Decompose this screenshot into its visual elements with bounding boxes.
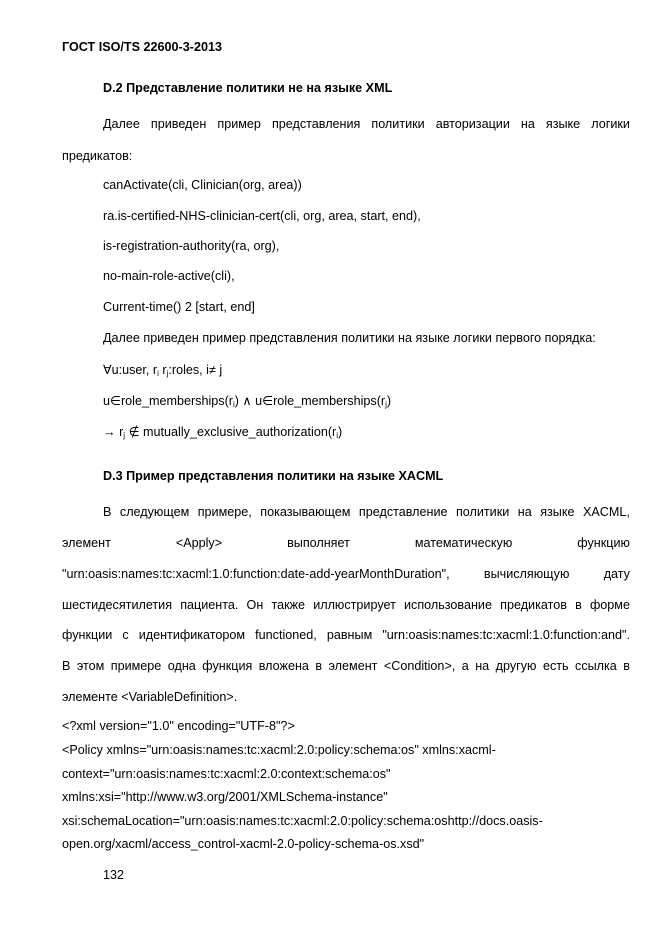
- word: представление: [358, 505, 448, 519]
- word: вложена: [258, 659, 309, 673]
- word: вычисляющую: [483, 567, 570, 581]
- fol-intro: Далее приведен пример представления политики на языке логики первого порядка:: [103, 331, 596, 345]
- paragraph-d3-line5: [62, 627, 630, 643]
- word: на: [520, 117, 535, 131]
- code-line: <Policy xmlns="urn:oasis:names:tc:xacml:2.0:policy:schema:os" xmlns:xacml-: [62, 743, 496, 757]
- paragraph-d3-line7: элементе <VariableDefinition>.: [62, 690, 238, 704]
- fol-formula-1: ∀u:user, $r_i$ $r_j:roles$, i≠ j: [103, 363, 223, 378]
- fol-formula-3: → $r_j$ ∉ $mutually\_exclusive\_authorization(r_i)$: [103, 425, 343, 440]
- word: языке: [545, 117, 581, 131]
- paragraph-d2-intro-line1: [103, 116, 630, 132]
- word: приведен: [150, 117, 207, 131]
- paragraph-d3-line4: [62, 597, 630, 613]
- word: "urn:oasis:names:tc:xacml:1.0:function:and".: [382, 628, 630, 642]
- word: Далее: [103, 117, 140, 131]
- code-line: context="urn:oasis:names:tc:xacml:2.0:context:schema:os": [62, 767, 391, 781]
- word: функцию: [577, 536, 630, 550]
- word: примере,: [197, 505, 252, 519]
- predicate-line: canActivate(cli, Clinician(org, area)): [103, 178, 302, 192]
- predicate-line: ra.is-certified-NHS-clinician-cert(cli, org, area, start, end),: [103, 209, 421, 223]
- predicate-line: no-main-role-active(cli),: [103, 269, 235, 283]
- page-number: 132: [103, 868, 125, 882]
- fol-formula-2: $u\in role\_memberships(r_i)$ ∧ $u\in role\_memberships(r_j)$: [103, 394, 392, 409]
- word: следующем: [119, 505, 190, 519]
- word: В: [103, 505, 112, 519]
- word: functioned,: [255, 628, 317, 642]
- code-line: <?xml version="1.0" encoding="UTF-8"?>: [62, 719, 295, 733]
- word: языке: [540, 505, 575, 519]
- word: также: [271, 598, 306, 612]
- word: математическую: [414, 536, 513, 550]
- word: в: [315, 659, 323, 673]
- word: форме: [589, 598, 630, 612]
- predicate-line: Current-time() 2 [start, end]: [103, 300, 255, 314]
- word: в: [575, 598, 582, 612]
- word: логики: [591, 117, 630, 131]
- paragraph-d3-line2: [62, 535, 630, 551]
- section-heading-d3: D.3 Пример представления политики на языке XACML: [103, 469, 444, 483]
- predicate-line: is-registration-authority(ra, org),: [103, 239, 280, 253]
- word: шестидесятилетия: [62, 598, 173, 612]
- word: другую: [495, 659, 537, 673]
- word: авторизации: [435, 117, 510, 131]
- word: выполняет: [287, 536, 350, 550]
- code-line: xsi:schemaLocation="urn:oasis:names:tc:xacml:2.0:policy:schema:oshttp://docs.oasis-: [62, 814, 543, 828]
- word: функция: [202, 659, 253, 673]
- word: политики: [371, 117, 425, 131]
- word: иллюстрирует: [313, 598, 396, 612]
- word: Он: [246, 598, 264, 612]
- paragraph-d2-intro-line2: предикатов:: [62, 149, 133, 163]
- word: есть: [542, 659, 569, 673]
- word: равным: [326, 628, 373, 642]
- word: политики: [455, 505, 510, 519]
- word: на: [475, 659, 490, 673]
- word: этом: [76, 659, 105, 673]
- paragraph-d3-line1: [103, 504, 630, 520]
- section-heading-d2: D.2 Представление политики не на языке XML: [103, 81, 393, 95]
- word: <Condition>,: [383, 659, 456, 673]
- word: элемент: [328, 659, 378, 673]
- paragraph-d3-line3: [62, 566, 630, 582]
- word: ссылка: [575, 659, 617, 673]
- word: функции: [62, 628, 113, 642]
- word: с: [122, 628, 129, 642]
- word: на: [517, 505, 532, 519]
- word: одна: [167, 659, 196, 673]
- word: дату: [603, 567, 630, 581]
- word: В: [62, 659, 71, 673]
- word: пациента.: [180, 598, 239, 612]
- word: в: [623, 659, 630, 673]
- word: использование: [404, 598, 492, 612]
- word: "urn:oasis:names:tc:xacml:1.0:function:date-add-yearMonthDuration",: [62, 567, 450, 581]
- word: идентификатором: [138, 628, 246, 642]
- code-line: xmlns:xsi="http://www.w3.org/2001/XMLSchema-instance": [62, 790, 388, 804]
- word: XACML,: [583, 505, 630, 519]
- word: предикатов: [500, 598, 567, 612]
- paragraph-d3-line6: [62, 658, 630, 674]
- code-line: open.org/xacml/access_control-xacml-2.0-policy-schema-os.xsd": [62, 837, 425, 851]
- word: пример: [217, 117, 261, 131]
- word: примере: [110, 659, 162, 673]
- word: представления: [271, 117, 361, 131]
- word: <Apply>: [175, 536, 223, 550]
- word: показывающем: [260, 505, 351, 519]
- word: элемент: [62, 536, 111, 550]
- word: а: [461, 659, 469, 673]
- document-header: ГОСТ ISO/TS 22600-3-2013: [62, 40, 222, 54]
